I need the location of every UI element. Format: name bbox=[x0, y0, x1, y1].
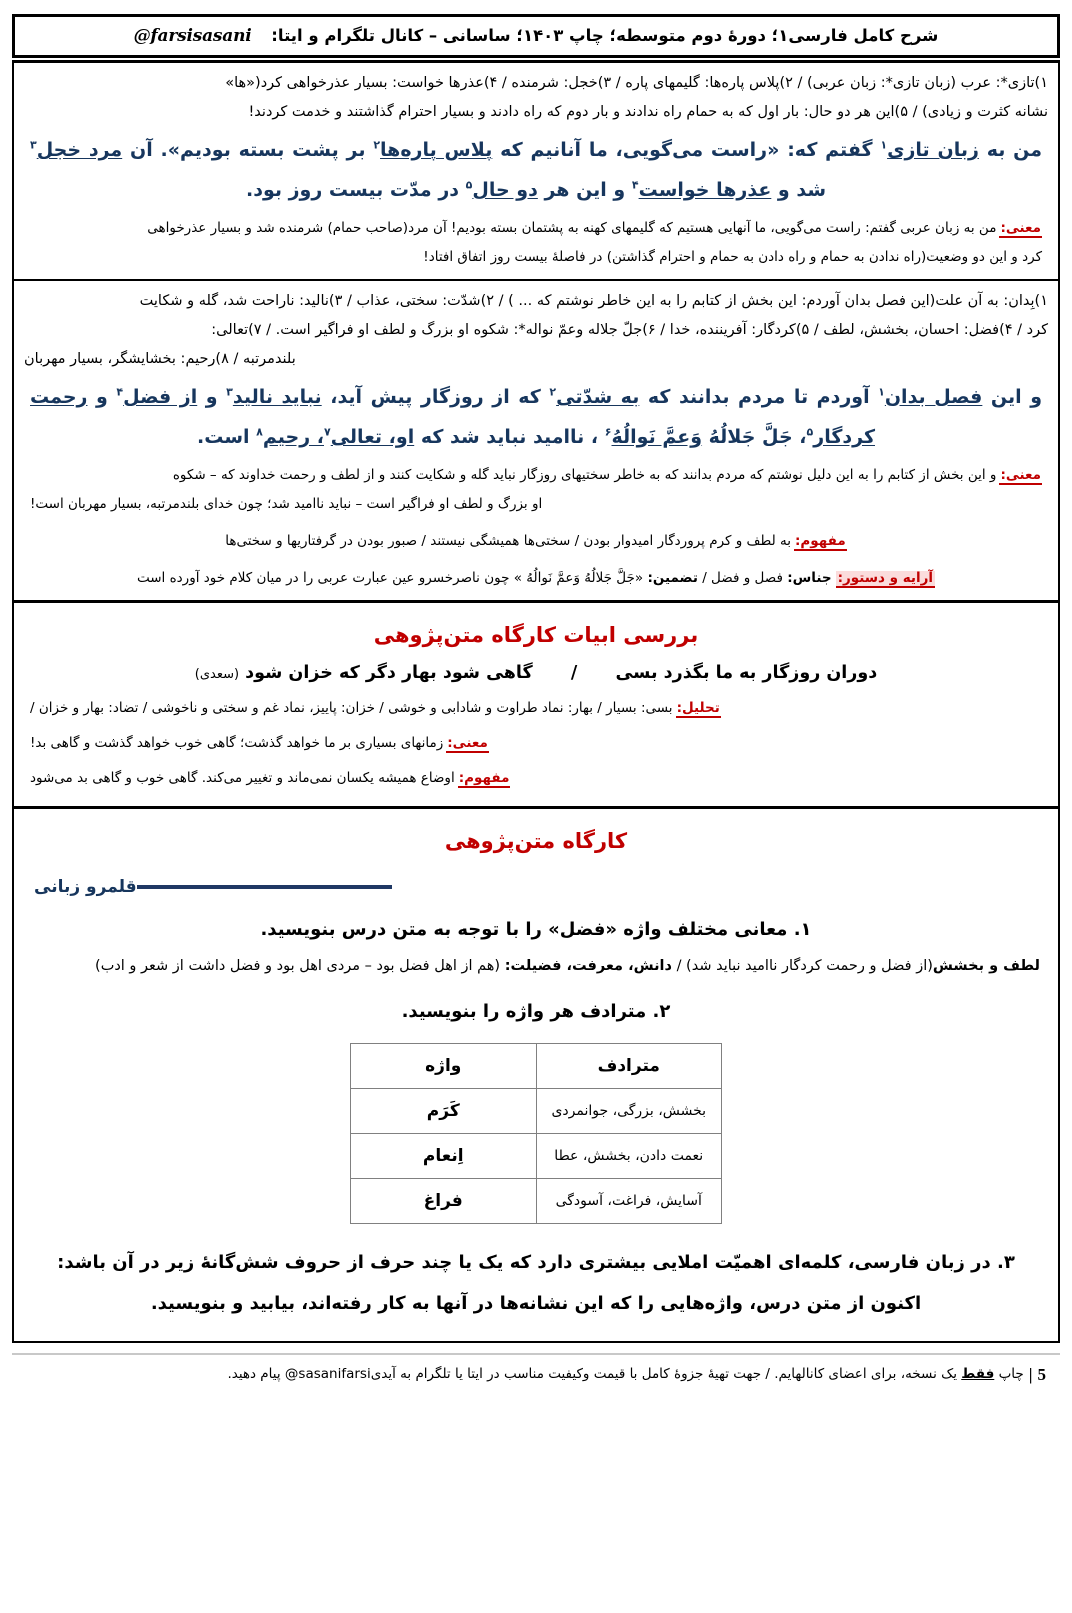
poem-slash: / bbox=[570, 662, 578, 683]
poem-hemistich-1: دوران روزگار به ما بگذرد بسی bbox=[615, 662, 878, 683]
poem-line bbox=[24, 657, 1048, 693]
meaning-text-cont: کرد و این دو وضعیت(راه ندادن به حمام و راه دادن به حمام و احترام گذاشتن) در فاصلهٔ بیست روز اتفاق افتاد! bbox=[423, 248, 1042, 265]
answer-1-term-1: لطف و بخشش bbox=[932, 958, 1040, 975]
page-header-banner bbox=[12, 14, 1060, 58]
synonyms-table bbox=[350, 1043, 722, 1224]
question-3-line-2: اکنون از متن درس، واژه‌هایی را که این نشانه‌ها در آنها به کار رفته‌اند، بیابید و بنویسید. bbox=[150, 1292, 922, 1314]
page-footer bbox=[12, 1353, 1060, 1394]
section-tazi bbox=[14, 63, 1058, 279]
concept-text: به لطف و کرم پروردگار امیدوار بودن / سختی‌ها همیشگی نیستند / صبور بودن در گرفتاریها و سختی‌ها bbox=[225, 532, 791, 549]
table-cell-word: اِنعام bbox=[351, 1134, 537, 1179]
concept-block-3 bbox=[24, 757, 1048, 798]
table-header-synonyms: مترادف bbox=[536, 1044, 722, 1089]
footer-note bbox=[18, 1364, 1024, 1386]
rhetoric-block-2 bbox=[24, 555, 1048, 592]
meaning-text: من به زبان عربی گفتم: راست می‌گویی، ما آنهایی هستیم که گلیمهای کهنه به پشتمان بسته بودیم! آن مرد(صاحب حمام) شرمنده شد و بسیار عذرخواهی bbox=[147, 219, 997, 236]
poem-poet: (سعدی) bbox=[194, 666, 240, 682]
meaning-text: و این بخش از کتابم را به این دلیل نوشتم که مردم بدانند که به خاطر سختیهای روزگار نباید گله و شکایت کنند و از لطف و رحمت خداوند که – شکوه bbox=[172, 466, 997, 483]
table-cell-word: فراغ bbox=[351, 1179, 537, 1224]
table-row bbox=[351, 1089, 722, 1134]
domain-divider-rule bbox=[137, 885, 392, 889]
rhetoric-value-jenas: فصل و فضل / bbox=[702, 569, 783, 586]
meaning-text: زمانهای بسیاری بر ما خواهد گذشت؛ گاهی خوب خواهد گذشت و گاهی بد! bbox=[30, 734, 444, 751]
section-text-workshop bbox=[14, 809, 1058, 1342]
glossary-line: کرد / ۴)فضل: احسان، بخشش، لطف / ۵)کردگار: آفریننده، خدا / ۶)جلّ جلاله وعمّ نواله*: شکوه او بزرگ و لطف او فراگیر است. / ۷)تعالی: bbox=[211, 321, 1048, 338]
section-verse-workshop bbox=[14, 603, 1058, 806]
verse-text-1: من به زبان تازی$^۱$ گفتم که: «راست می‌گویی، ما آنانیم که پلاس پاره‌ها$^۲$ بر پشت بسته بودیم». آن مرد خجل$^۳$ شد و عذرها خواست$^۴$ و این هر دو حال$^۵$ در مدّت بیست روز بود. bbox=[30, 138, 1043, 201]
concept-label: مفهوم: bbox=[458, 771, 511, 789]
answer-1 bbox=[24, 951, 1048, 983]
document-body bbox=[12, 60, 1060, 1343]
concept-label: مفهوم: bbox=[794, 534, 847, 552]
synonyms-table-wrapper bbox=[24, 1033, 1048, 1230]
analysis-label: تحلیل: bbox=[676, 701, 721, 719]
meaning-label: معنی: bbox=[446, 736, 489, 754]
header-title: شرح کامل فارسی۱؛ دورهٔ دوم متوسطه؛ چاپ ۱۴۰۳؛ ساسانی – کانال تلگرام و ایتا: bbox=[271, 26, 939, 45]
meaning-block-1 bbox=[24, 213, 1048, 242]
workshop-heading: کارگاه متن‌پژوهی bbox=[444, 828, 628, 853]
concept-block-2 bbox=[24, 518, 1048, 555]
footer-handle: @sasanifarsi bbox=[284, 1366, 371, 1383]
rhetoric-label: آرایه و دستور: bbox=[836, 571, 935, 589]
header-social-handle: @farsisasani bbox=[133, 26, 252, 46]
verse-workshop-heading: بررسی ابیات کارگاه متن‌پژوهی bbox=[373, 622, 699, 647]
page-number-separator: | bbox=[1028, 1365, 1033, 1385]
meaning-block-2 bbox=[24, 460, 1048, 489]
section-bedan bbox=[14, 281, 1058, 600]
table-cell-synonyms: آسایش، فراغت، آسودگی bbox=[536, 1179, 722, 1224]
table-cell-word: کَرَم bbox=[351, 1089, 537, 1134]
concept-text: اوضاع همیشه یکسان نمی‌ماند و تغییر می‌کند. گاهی خوب و گاهی بد می‌شود bbox=[30, 769, 455, 786]
meaning-label: معنی: bbox=[999, 221, 1042, 239]
meaning-block-3 bbox=[24, 722, 1048, 757]
footer-text-a: چاپ bbox=[998, 1366, 1024, 1383]
meaning-block-2-cont bbox=[24, 489, 1048, 518]
glossary-line: ۱)تازی*: عرب (زبان تازی*: زبان عربی) / ۲)پلاس پاره‌ها: گلیمهای پاره / ۳)خجل: شرمنده / ۴)عذرها خواست: بسیار عذرخواهی کرد(«ها» bbox=[225, 75, 1048, 91]
table-cell-synonyms: نعمت دادن، بخشش، عطا bbox=[536, 1134, 722, 1179]
table-row bbox=[351, 1134, 722, 1179]
table-header-word: واژه bbox=[351, 1044, 537, 1089]
question-3-line-1: ۳. در زبان فارسی، کلمه‌ای اهمیّت املایی بیشتری دارد که یک یا چند حرف از حروف شش‌گانهٔ زیر در آن باشد: bbox=[57, 1252, 1015, 1274]
footer-emphasis-only: فقط bbox=[961, 1366, 995, 1383]
linguistic-domain-row bbox=[24, 863, 1048, 901]
footer-text-d: پیام دهید. bbox=[227, 1366, 281, 1383]
meaning-text-cont: او بزرگ و لطف او فراگیر است – نباید ناامید شد؛ چون خدای بلندمرتبه، بسیار مهربان است! bbox=[30, 495, 543, 512]
glossary-line: نشانه کثرت و زیادی) / ۵)این هر دو حال: بار اول که به حمام راه ندادند و بار دوم که راه دادند و بسیار احترام گذاشتند و خدمت کردند! bbox=[248, 104, 1048, 120]
analysis-text: بسی: بسیار / بهار: نماد طراوت و شادابی و خوشی / خزان: پاییز، نماد غم و سختی و ناخوشی / تضاد: بهار و خزان / bbox=[30, 699, 673, 716]
verse-text-2: و این فصل بدان$^۱$ آوردم تا مردم بدانند که به شدّتی$^۲$ که از روزگار پیش آید، نباید نالید$^۳$ و از فضل$^۴$ و رحمت کردگار$^۵$، جَلَّ جَلالُهُ وَعمَّ نَوالُهُ$^۶$ ، ناامید نباید شد که او، تعالی$^۷$، رحیم$^۸$ است. bbox=[30, 385, 1043, 448]
poem-hemistich-2: گاهی شود بهار دگر که خزان شود bbox=[245, 662, 533, 683]
answer-1-detail-1: (از فضل و رحمت کردگار ناامید نباید شد) / bbox=[676, 958, 933, 975]
footer-text-c: یک نسخه، برای اعضای کانالهایم. / جهت تهیهٔ جزوهٔ کامل با قیمت وکیفیت مناسب در ایتا یا تلگرام به آیدی bbox=[370, 1366, 957, 1383]
linguistic-domain-title: قلمرو زبانی bbox=[34, 876, 137, 897]
question-2: ۲. مترادف هر واژه را بنویسید. bbox=[401, 1000, 671, 1022]
table-cell-synonyms: بخشش، بزرگی، جوانمردی bbox=[536, 1089, 722, 1134]
rhetoric-term-jenas: جناس: bbox=[787, 569, 832, 586]
answer-1-term-2: دانش، معرفت، فضیلت: bbox=[504, 958, 672, 975]
meaning-label: معنی: bbox=[999, 468, 1042, 486]
glossary-line: بلندمرتبه / ۸)رحیم: بخشایشگر، بسیار مهربان bbox=[24, 350, 296, 367]
meaning-block-1-cont bbox=[24, 242, 1048, 271]
header-title-row bbox=[134, 26, 939, 46]
glossary-line: ۱)بِدان: به آن علت(این فصل بدان آوردم: این بخش از کتابم را به این خاطر نوشتم که ... ) / ۲)شدّت: سختی، عذاب / ۳)نالید: ناراحت شد، گله و شکایت bbox=[139, 292, 1048, 309]
page-number: 5 bbox=[1037, 1365, 1046, 1385]
question-1: ۱. معانی مختلف واژه «فضل» را با توجه به متن درس بنویسید. bbox=[260, 918, 812, 940]
rhetoric-term-tazmin: تضمین: bbox=[647, 569, 698, 586]
rhetoric-value-tazmin: «جَلَّ جَلالُهُ وَعمَّ نَوالُهُ » چون ناصرخسرو عین عبارت عربی را در میان کلام خود آورده است bbox=[136, 569, 644, 586]
analysis-block bbox=[24, 693, 1048, 722]
table-row bbox=[351, 1179, 722, 1224]
table-header-row bbox=[351, 1044, 722, 1089]
answer-1-detail-2: (هم از اهل فضل بود – مردی اهل بود و فضل داشت از شعر و ادب) bbox=[95, 958, 501, 975]
page-number-group bbox=[1024, 1365, 1054, 1385]
